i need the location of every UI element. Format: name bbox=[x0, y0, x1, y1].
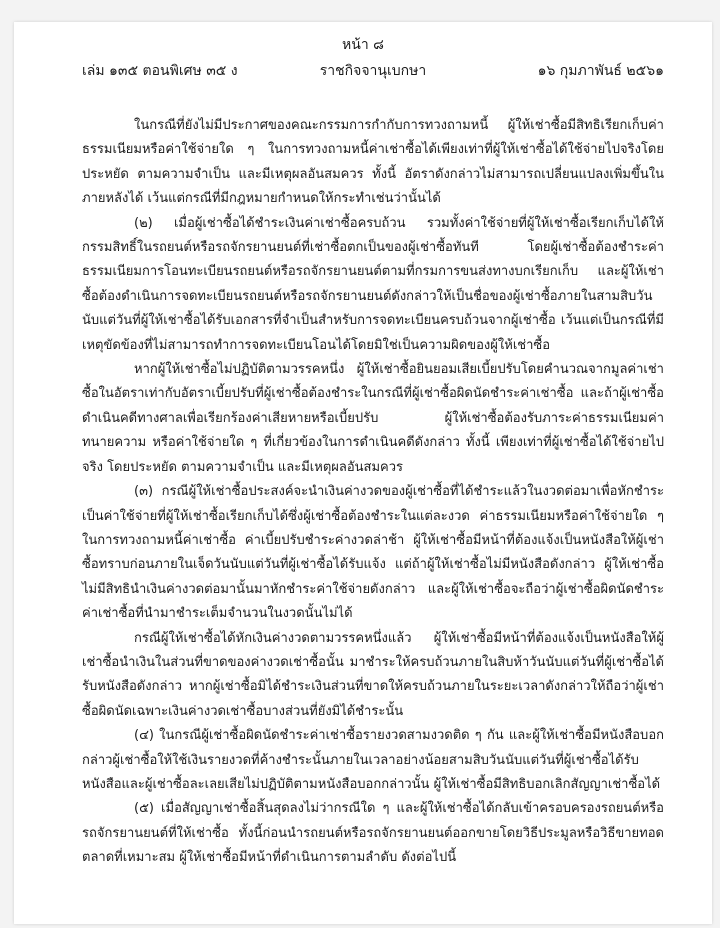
volume-info: เล่ม ๑๓๕ ตอนพิเศษ ๓๕ ง bbox=[82, 63, 238, 79]
paragraph: (๕) เมื่อสัญญาเช่าซื้อสิ้นสุดลงไม่ว่ากรณีใด ๆ และผู้ให้เช่าซื้อได้กลับเข้าครอบครองรถยนต์หรือรถจักรยานยนต์ที่ให้เช่าซื้อ ทั้งนี้ก่อนนำรถยนต์หรือรถจักรยานยนต์ออกขายโดยวิธีประมูลหรือวิธีขายทอดตลาดที่เหมาะสม ผู้ให้เช่าซื้อมีหน้าที่ดำเนินการตามลำดับ ดังต่อไปนี้ bbox=[82, 801, 664, 866]
page-number: หน้า ๘ bbox=[342, 37, 384, 53]
paragraph: (๒) เมื่อผู้เช่าซื้อได้ชำระเงินค่าเช่าซื้อครบถ้วน รวมทั้งค่าใช้จ่ายที่ผู้ให้เช่าซื้อเรียกเก็บได้ให้กรรมสิทธิ์ในรถยนต์หรือรถจักรยานยนต์ที่เช่าซื้อตกเป็นของผู้เช่าซื้อทันที โดยผู้เช่าซื้อต้องชำระค่าธรรมเนียมการโอนทะเบียนรถยนต์หรือรถจักรยานยนต์ตามที่กรมการขนส่งทางบกเรียกเก็บ และผู้ให้เช่าซื้อต้องดำเนินการจดทะเบียนรถยนต์หรือรถจักรยานยนต์ดังกล่าวให้เป็นชื่อของผู้เช่าซื้อภายในสามสิบวันนับแต่วันที่ผู้ให้เช่าซื้อได้รับเอกสารที่จำเป็นสำหรับการจดทะเบียนครบถ้วนจากผู้เช่าซื้อ เว้นแต่เป็นกรณีที่มีเหตุขัดข้องที่ไม่สามารถทำการจดทะเบียนโอนได้โดยมิใช่เป็นความผิดของผู้ให้เช่าซื้อ bbox=[82, 215, 664, 353]
publication-date: ๑๖ กุมภาพันธ์ ๒๕๖๑ bbox=[537, 63, 664, 79]
document-body bbox=[82, 114, 664, 871]
paragraph: (๓) กรณีผู้ให้เช่าซื้อประสงค์จะนำเงินค่างวดของผู้เช่าซื้อที่ได้ชำระแล้วในงวดต่อมาเพื่อหักชำระเป็นค่าใช้จ่ายที่ผู้ให้เช่าซื้อเรียกเก็บได้ซึ่งผู้เช่าซื้อต้องชำระในแต่ละงวด ค่าธรรมเนียมหรือค่าใช้จ่ายใด ๆ ในการทวงถามหนี้ค่าเช่าซื้อ ค่าเบี้ยปรับชำระค่างวดล่าช้า ผู้ให้เช่าซื้อมีหน้าที่ต้องแจ้งเป็นหนังสือให้ผู้เช่าซื้อทราบก่อนภายในเจ็ดวันนับแต่วันที่ผู้เช่าซื้อได้รับแจ้ง แต่ถ้าผู้ให้เช่าซื้อไม่มีหนังสือดังกล่าว ผู้ให้เช่าซื้อไม่มีสิทธินำเงินค่างวดต่อมานั้นมาหักชำระค่าใช้จ่ายดังกล่าว และผู้ให้เช่าซื้อจะถือว่าผู้เช่าซื้อผิดนัดชำระค่าเช่าซื้อที่นำมาชำระเต็มจำนวนในงวดนั้นไม่ได้ bbox=[82, 484, 664, 622]
document-page bbox=[14, 22, 712, 924]
publication-title: ราชกิจจานุเบกษา bbox=[319, 63, 427, 79]
paragraph: หากผู้ให้เช่าซื้อไม่ปฏิบัติตามวรรคหนึ่ง ผู้ให้เช่าซื้อยินยอมเสียเบี้ยปรับโดยคำนวณจากมูลค่าเช่าซื้อในอัตราเท่ากับอัตราเบี้ยปรับที่ผู้เช่าซื้อต้องชำระในกรณีที่ผู้เช่าซื้อผิดนัดชำระค่าเช่าซื้อ และถ้าผู้เช่าซื้อดำเนินคดีทางศาลเพื่อเรียกร้องค่าเสียหายหรือเบี้ยปรับ ผู้ให้เช่าซื้อต้องรับภาระค่าธรรมเนียมค่าทนายความ หรือค่าใช้จ่ายใด ๆ ที่เกี่ยวข้องในการดำเนินคดีดังกล่าว ทั้งนี้ เพียงเท่าที่ผู้เช่าซื้อได้ใช้จ่ายไปจริง โดยประหยัด ตามความจำเป็น และมีเหตุผลอันสมควร bbox=[82, 362, 664, 475]
paragraph: กรณีผู้ให้เช่าซื้อได้หักเงินค่างวดตามวรรคหนึ่งแล้ว ผู้ให้เช่าซื้อมีหน้าที่ต้องแจ้งเป็นหนังสือให้ผู้เช่าซื้อนำเงินในส่วนที่ขาดของค่างวดเช่าซื้อนั้น มาชำระให้ครบถ้วนภายในสิบห้าวันนับแต่วันที่ผู้เช่าซื้อได้รับหนังสือดังกล่าว หากผู้เช่าซื้อมิได้ชำระเงินส่วนที่ขาดให้ครบถ้วนภายในระยะเวลาดังกล่าวให้ถือว่าผู้เช่าซื้อผิดนัดเฉพาะเงินค่างวดเช่าซื้อบางส่วนที่ยังมิได้ชำระนั้น bbox=[82, 630, 664, 719]
paragraph: (๔) ในกรณีผู้เช่าซื้อผิดนัดชำระค่าเช่าซื้อรายงวดสามงวดติด ๆ กัน และผู้ให้เช่าซื้อมีหนังสือบอกกล่าวผู้เช่าซื้อให้ใช้เงินรายงวดที่ค้างชำระนั้นภายในเวลาอย่างน้อยสามสิบวันนับแต่วันที่ผู้เช่าซื้อได้รับหนังสือและผู้เช่าซื้อละเลยเสียไม่ปฏิบัติตามหนังสือบอกกล่าวนั้น ผู้ให้เช่าซื้อมีสิทธิบอกเลิกสัญญาเช่าซื้อได้ bbox=[82, 728, 664, 792]
paragraph: ในกรณีที่ยังไม่มีประกาศของคณะกรรมการกำกับการทวงถามหนี้ ผู้ให้เช่าซื้อมีสิทธิเรียกเก็บค่าธรรมเนียมหรือค่าใช้จ่ายใด ๆ ในการทวงถามหนี้ค่าเช่าซื้อได้เพียงเท่าที่ผู้ให้เช่าซื้อได้ใช้จ่ายไปจริงโดยประหยัด ตามความจำเป็น และมีเหตุผลอันสมควร ทั้งนี้ อัตราดังกล่าวไม่สามารถเปลี่ยนแปลงเพิ่มขึ้นในภายหลังได้ เว้นแต่กรณีที่มีกฎหมายกำหนดให้กระทำเช่นว่านั้นได้ bbox=[82, 118, 664, 207]
